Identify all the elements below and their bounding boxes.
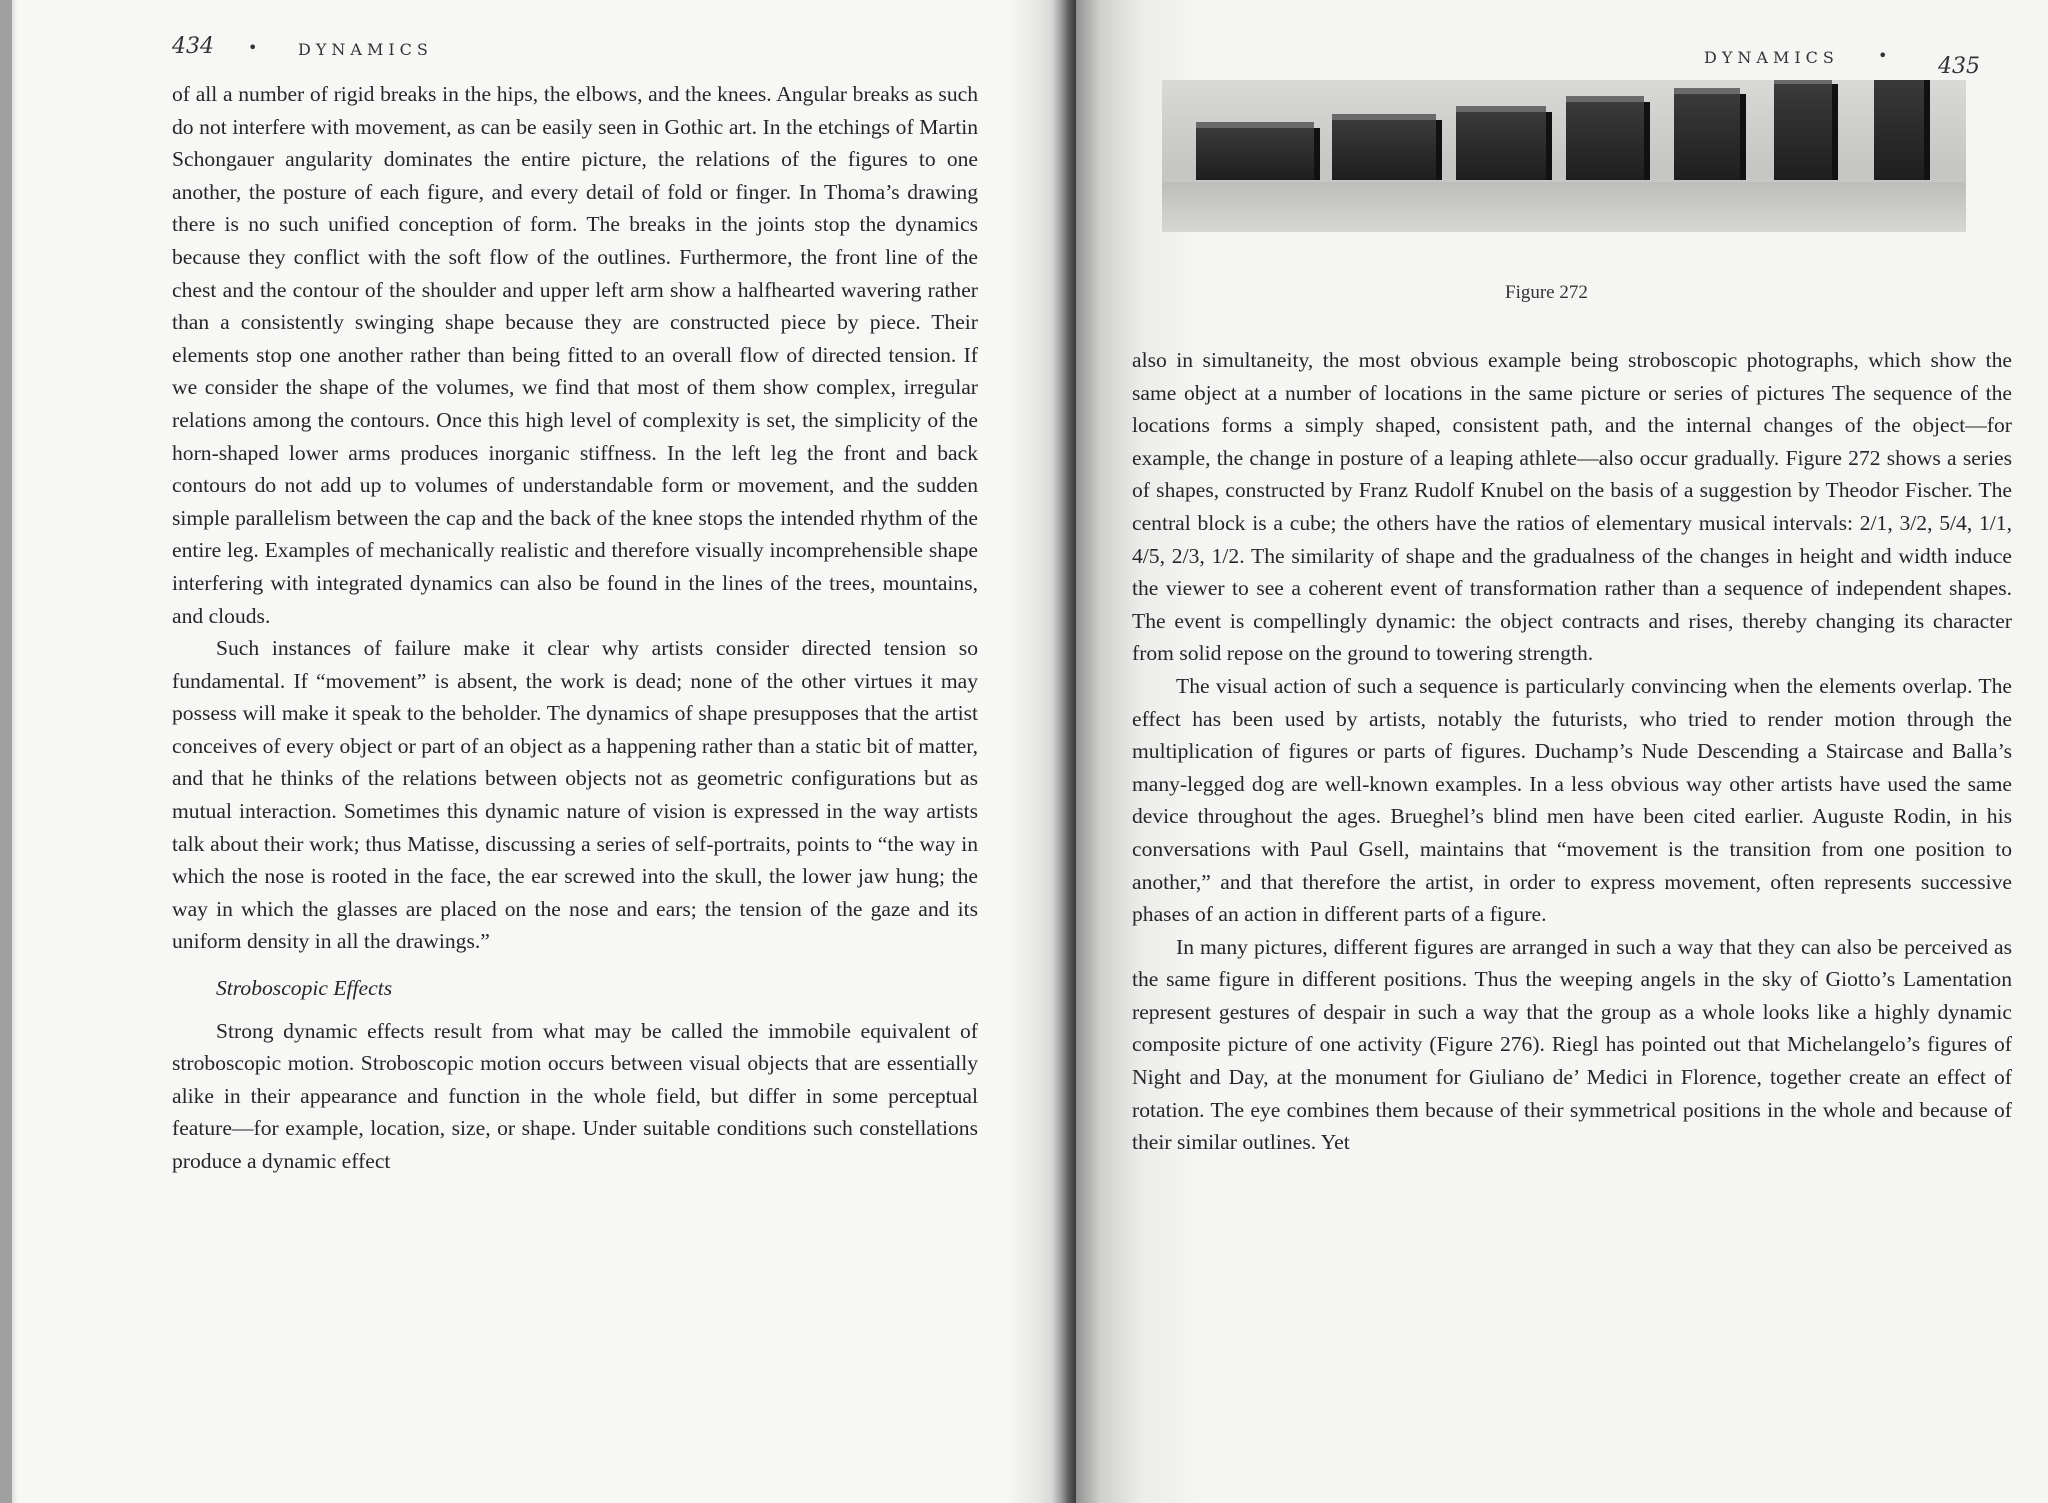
- page-number-right: 435: [1938, 54, 1980, 79]
- figure-caption: Figure 272: [1505, 282, 1588, 303]
- block-4-5: [1674, 94, 1740, 180]
- running-head-left: DYNAMICS: [298, 40, 433, 59]
- paragraph: In many pictures, different figures are arranged in such a way that they can also be perceived as the same figure in different positions. Thus the weeping angels in the sky of Giotto’s Lamentation represent gestures of despair in such a way that the group as a whole looks like a highly dynamic composite picture of one activity (Figure 276). Riegl has pointed out that Michelangelo’s figures of Night and Day, at the monument for Giuliano de’ Medici in Florence, together create an effect of rotation. The eye combines them because of their symmetrical positions in the whole and because of their similar outlines. Yet: [1132, 934, 2012, 1155]
- page-number-left: 434: [172, 34, 214, 59]
- figure-272-photo: [1162, 80, 1966, 232]
- block-2-3: [1774, 84, 1832, 180]
- section-subheading: Stroboscopic Effects: [216, 976, 393, 1001]
- block-2-1: [1196, 128, 1314, 180]
- paragraph: Strong dynamic effects result from what may be called the immobile equivalent of stroboscopic motion. Stroboscopic motion occurs between visual objects that are essentially alike in their appearance and function in the whole field, but differ in some perceptual feature—for example, location, size, or shape. Under suitable conditions such constellations produce a dynamic effect: [172, 1018, 978, 1173]
- block-5-4: [1456, 112, 1546, 180]
- figure-ground: [1162, 182, 1966, 232]
- bullet-separator-right: •: [1878, 46, 1888, 65]
- running-head-right: DYNAMICS: [1704, 48, 1839, 67]
- paragraph: Such instances of failure make it clear why artists consider directed tension so fundamental. If “movement” is absent, the work is dead; none of the other virtues it may possess will make it speak to the beholder. The dynamics of shape presupposes that the artist conceives of every object or part of an object as a happening rather than a static bit of matter, and that he thinks of the relations between objects not as geometric configurations but as mutual interaction. Sometimes this dynamic nature of vision is expressed in the way artists talk about their work; thus Matisse, discussing a series of self-portraits, points to “the way in which the nose is rooted in the face, the ear screwed into the skull, the lower jaw hung; the way in which the glasses are placed on the nose and ears; the tension of the gaze and its uniform density in all the drawings.”: [172, 636, 978, 954]
- paragraph: of all a number of rigid breaks in the hips, the elbows, and the knees. Angular breaks as such do not interfere with movement, as can be easily seen in Gothic art. In the etchings of Martin Schongauer angularity dominates the entire picture, the relations of the figures to one another, the posture of each figure, and every detail of fold or finger. In Thoma’s drawing there is no such unified conception of form. The breaks in the joints stop the dynamics because they conflict with the soft flow of the outlines. Furthermore, the front line of the chest and the contour of the shoulder and upper left arm show a halfhearted wavering rather than a consistently swinging shape because they are constructed piece by piece. Their elements stop one another rather than being fitted to an overall flow of directed tension. If we consider the shape of the volumes, we find that most of them show complex, irregular relations among the contours. Once this high level of complexity is set, the simplicity of the horn-shaped lower arms produces inorganic stiffness. In the left leg the front and back contours do not add up to volumes of understandable form or movement, and the sudden simple parallelism between the cap and the back of the knee stops the intended rhythm of the entire leg. Examples of mechanically realistic and therefore visually incomprehensible shape interfering with integrated dynamics can also be found in the lines of the trees, mountains, and clouds.: [172, 82, 978, 628]
- right-text-column: [1132, 344, 2012, 1159]
- block-1-1: [1566, 102, 1644, 180]
- block-1-2: [1874, 80, 1924, 180]
- page-edges: [0, 0, 12, 1503]
- bullet-separator-left: •: [248, 38, 258, 57]
- block-3-2: [1332, 120, 1436, 180]
- book-gutter: [1052, 0, 1076, 1503]
- paragraph: also in simultaneity, the most obvious example being stroboscopic photographs, which show the same object at a number of locations in the same picture or series of pictures The sequence of the locations forms a simply shaped, consistent path, and the internal changes of the object—for example, the change in posture of a leaping athlete—also occur gradually. Figure 272 shows a series of shapes, constructed by Franz Rudolf Knubel on the basis of a suggestion by Theodor Fischer. The central block is a cube; the others have the ratios of elementary musical intervals: 2/1, 3/2, 5/4, 1/1, 4/5, 2/3, 1/2. The similarity of shape and the gradualness of the changes in height and width induce the viewer to see a coherent event of transformation rather than a sequence of independent shapes. The event is compellingly dynamic: the object contracts and rises, thereby changing its character from solid repose on the ground to towering strength.: [1132, 348, 2012, 666]
- paragraph: The visual action of such a sequence is particularly convincing when the elements overlap. The effect has been used by artists, notably the futurists, who tried to render motion through the multiplication of figures or parts of figures. Duchamp’s Nude Descending a Staircase and Balla’s many-legged dog are well-known examples. In a less obvious way other artists have used the same device throughout the ages. Brueghel’s blind men have been cited earlier. Auguste Rodin, in his conversations with Paul Gsell, maintains that “movement is the transition from one position to another,” and that therefore the artist, in order to express movement, often represents successive phases of an action in different parts of a figure.: [1132, 673, 2012, 927]
- left-text-column: [172, 78, 978, 1178]
